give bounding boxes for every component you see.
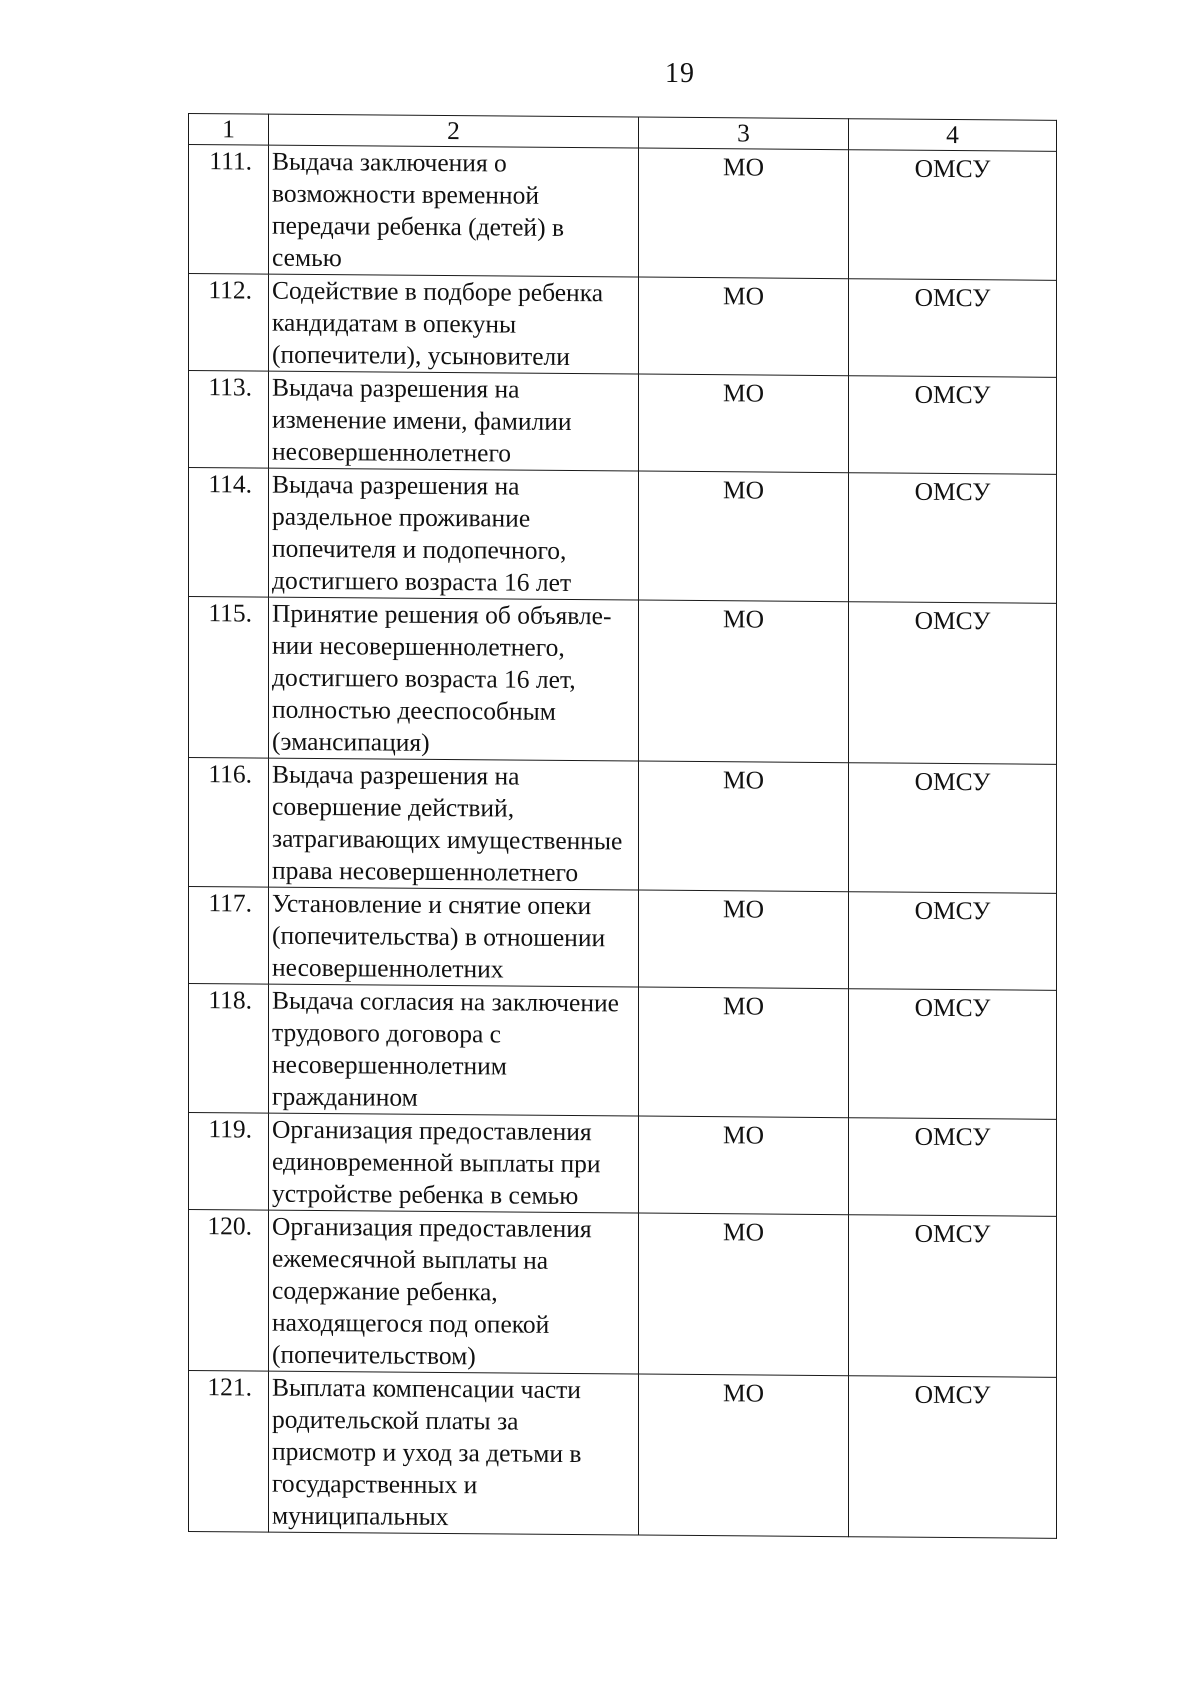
description-line: несовершеннолетних <box>272 952 504 984</box>
description-line: нии несовершеннолетнего, <box>272 630 565 662</box>
description-cell <box>269 1113 639 1213</box>
description-line: Установление и снятие опеки <box>272 888 592 921</box>
description-line: полностью дееспособным <box>272 694 556 726</box>
description-cell <box>269 984 639 1116</box>
authority-cell: ОМСУ <box>849 376 1057 475</box>
authority-cell: ОМСУ <box>849 1215 1057 1378</box>
description-line: Выдача заключения о <box>272 146 507 178</box>
description-cell <box>269 1371 639 1535</box>
description-line: Организация предоставления <box>272 1114 592 1147</box>
description-line: единовременной выплаты при <box>272 1146 601 1179</box>
description-line: совершение действий, <box>272 791 515 823</box>
description-cell <box>269 371 639 471</box>
description-line: находящегося под опекой <box>272 1307 550 1339</box>
table-row <box>189 1210 1057 1378</box>
description-line: гражданином <box>272 1081 418 1112</box>
table-body <box>189 114 1057 1539</box>
row-number-cell: 115. <box>189 597 269 759</box>
description-cell <box>269 887 639 987</box>
description-line: трудового договора с <box>272 1017 501 1049</box>
level-cell: МО <box>639 890 849 989</box>
description-line: передачи ребенка (детей) в <box>272 210 564 242</box>
header-cell-4: 4 <box>849 119 1057 152</box>
header-cell-2: 2 <box>269 114 639 148</box>
authority-cell: ОМСУ <box>849 763 1057 894</box>
authority-cell: ОМСУ <box>849 1376 1057 1539</box>
row-number-cell: 117. <box>189 887 269 985</box>
description-line: Выплата компенсации части <box>272 1372 581 1405</box>
description-line: устройстве ребенка в семью <box>272 1178 579 1211</box>
description-line: родительской платы за <box>272 1404 519 1436</box>
row-number-cell: 118. <box>189 984 269 1114</box>
table-row <box>189 1371 1057 1539</box>
description-line: присмотр и уход за детьми в <box>272 1436 582 1469</box>
description-line: Содействие в подборе ребенка <box>272 275 604 308</box>
description-line: права несовершеннолетнего <box>272 855 579 888</box>
level-cell: МО <box>639 1374 849 1537</box>
description-line: (эмансипация) <box>272 726 430 757</box>
row-number-cell: 116. <box>189 758 269 888</box>
table-row <box>189 1113 1057 1217</box>
authority-cell: ОМСУ <box>849 989 1057 1120</box>
authority-cell: ОМСУ <box>849 1118 1057 1217</box>
table-row <box>189 468 1057 604</box>
level-cell: МО <box>639 761 849 892</box>
description-line: затрагивающих имущественные <box>272 823 623 856</box>
table-row <box>189 371 1057 475</box>
description-line: (попечители), усыновители <box>272 339 570 371</box>
authority-cell: ОМСУ <box>849 473 1057 604</box>
table-row <box>189 984 1057 1120</box>
description-line: возможности временной <box>272 178 539 210</box>
description-line: содержание ребенка, <box>272 1275 498 1307</box>
description-line: достигшего возраста 16 лет <box>272 565 572 598</box>
description-line: Организация предоставления <box>272 1211 592 1244</box>
level-cell: МО <box>639 1116 849 1215</box>
description-cell <box>269 597 639 761</box>
description-line: достигшего возраста 16 лет, <box>272 662 576 695</box>
description-line: Выдача разрешения на <box>272 469 520 501</box>
description-cell <box>269 468 639 600</box>
authority-cell: ОМСУ <box>849 892 1057 991</box>
row-number-cell: 119. <box>189 1113 269 1211</box>
table-row <box>189 758 1057 894</box>
page-number: 19 <box>665 58 695 89</box>
description-line: Принятие решения об объявле- <box>272 598 612 631</box>
table-row <box>189 597 1057 765</box>
level-cell: МО <box>639 987 849 1118</box>
description-line: Выдача согласия на заключение <box>272 985 619 1018</box>
level-cell: МО <box>639 471 849 602</box>
description-cell <box>269 1210 639 1374</box>
level-cell: МО <box>639 600 849 763</box>
row-number-cell: 112. <box>189 274 269 372</box>
row-number-cell: 121. <box>189 1371 269 1533</box>
level-cell: МО <box>639 148 849 279</box>
header-cell-3: 3 <box>639 117 849 150</box>
description-line: муниципальных <box>272 1500 449 1532</box>
services-table <box>188 113 1057 1539</box>
table-row <box>189 887 1057 991</box>
row-number-cell: 120. <box>189 1210 269 1372</box>
row-number-cell: 114. <box>189 468 269 598</box>
description-line: (попечительством) <box>272 1339 476 1371</box>
authority-cell: ОМСУ <box>849 150 1057 281</box>
authority-cell: ОМСУ <box>849 279 1057 378</box>
description-cell <box>269 145 639 277</box>
description-line: семью <box>272 242 342 273</box>
description-line: несовершеннолетнего <box>272 436 512 468</box>
description-line: кандидатам в опекуны <box>272 307 517 339</box>
level-cell: МО <box>639 1213 849 1376</box>
header-cell-1: 1 <box>189 114 269 146</box>
level-cell: МО <box>639 374 849 473</box>
description-cell <box>269 758 639 890</box>
description-line: Выдача разрешения на <box>272 372 520 404</box>
description-line: государственных и <box>272 1468 478 1500</box>
description-line: изменение имени, фамилии <box>272 404 572 437</box>
table-row <box>189 274 1057 378</box>
table-row <box>189 145 1057 281</box>
description-line: несовершеннолетним <box>272 1049 507 1081</box>
description-line: (попечительства) в отношении <box>272 920 606 953</box>
authority-cell: ОМСУ <box>849 602 1057 765</box>
description-line: ежемесячной выплаты на <box>272 1243 549 1275</box>
description-line: попечителя и подопечного, <box>272 533 567 565</box>
row-number-cell: 111. <box>189 145 269 275</box>
level-cell: МО <box>639 277 849 376</box>
description-line: Выдача разрешения на <box>272 759 520 791</box>
description-line: раздельное проживание <box>272 501 531 533</box>
row-number-cell: 113. <box>189 371 269 469</box>
description-cell <box>269 274 639 374</box>
